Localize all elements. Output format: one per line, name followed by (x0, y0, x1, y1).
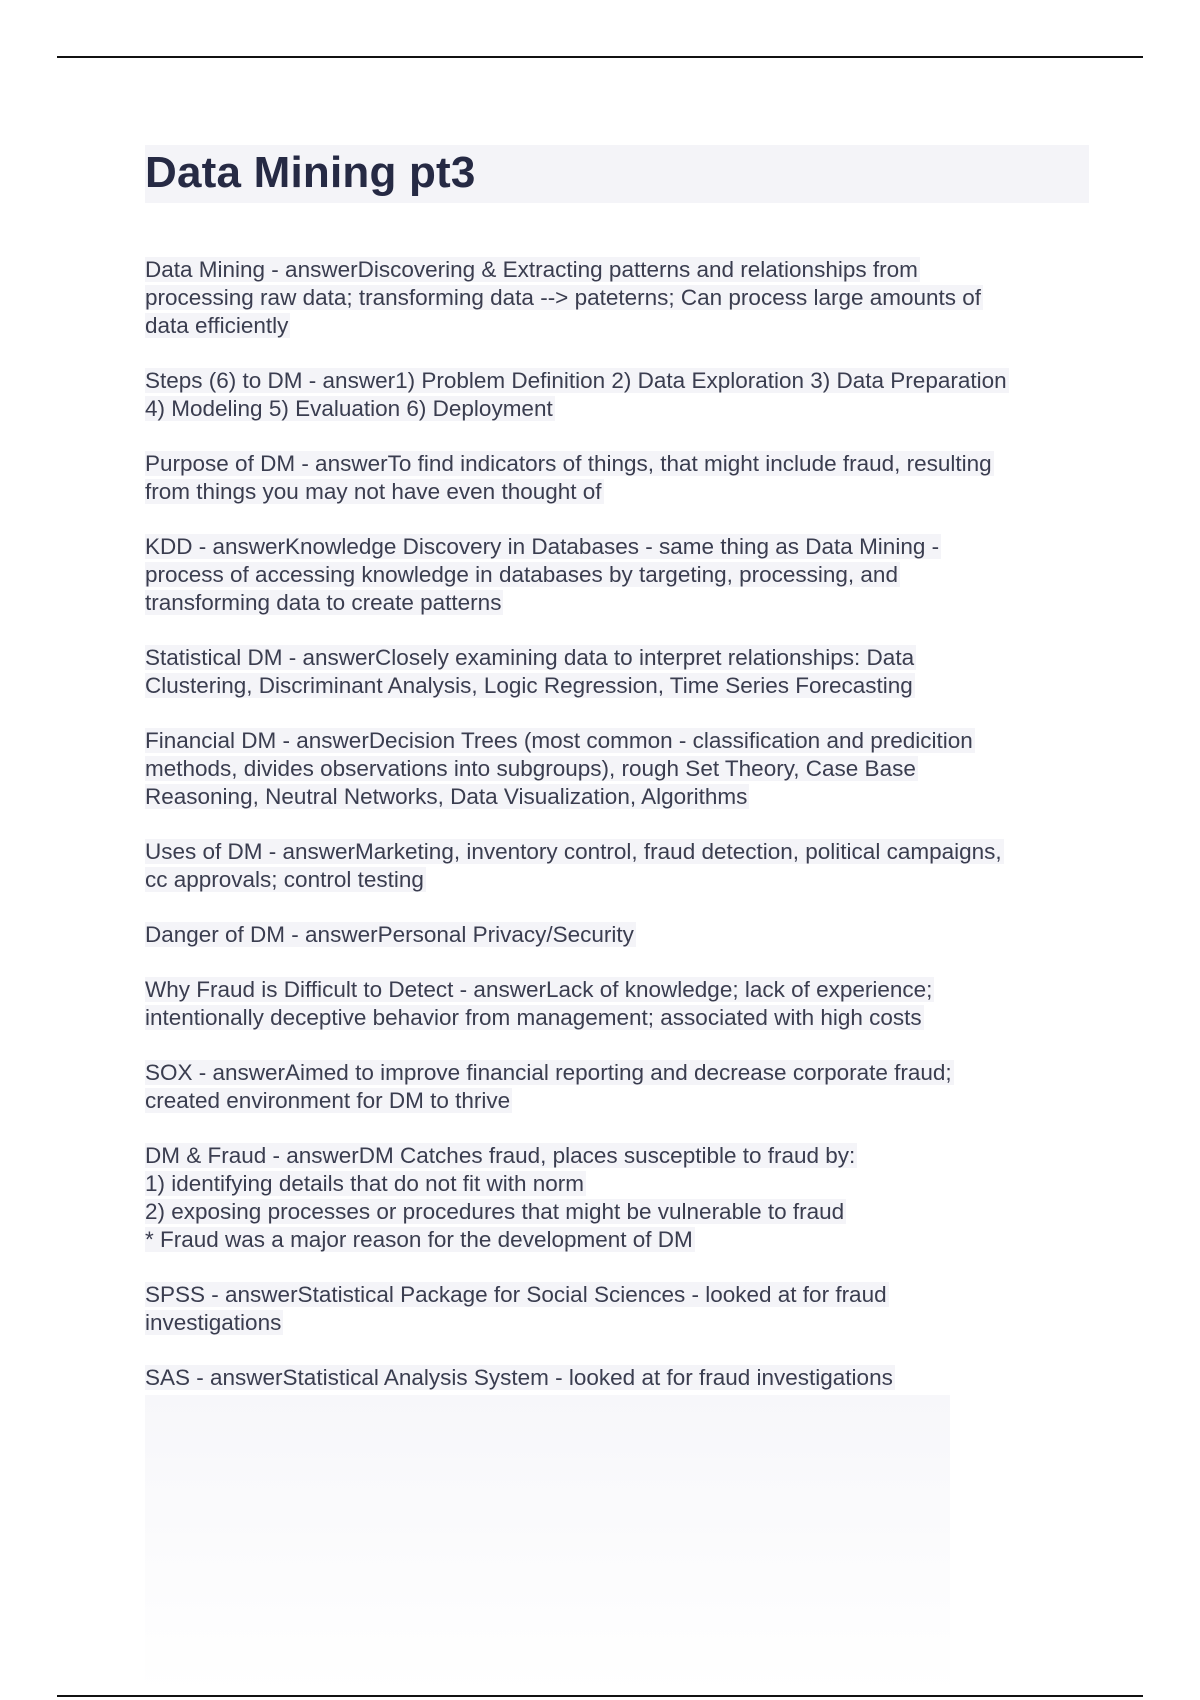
bottom-rule (57, 1695, 1143, 1697)
qa-entry-text: SPSS - answerStatistical Package for Social Sciences - looked at for fraud investigations (145, 1282, 887, 1335)
qa-entry (145, 367, 1089, 423)
qa-entry (145, 1059, 1089, 1115)
page-title: Data Mining pt3 (145, 148, 476, 197)
qa-entry-text: SOX - answerAimed to improve financial reporting and decrease corporate fraud; created environment for DM to thrive (145, 1060, 952, 1113)
qa-entry (145, 450, 1089, 506)
qa-entry-text: DM & Fraud - answerDM Catches fraud, places susceptible to fraud by: 1) identifying details that do not fit with norm 2) exposing processes or procedures that might be vulnerable to fraud * Fraud was a major reason for the development of DM (145, 1143, 856, 1252)
title-band (145, 145, 1089, 203)
background-fade (145, 1395, 950, 1695)
qa-entry (145, 727, 1089, 811)
qa-entry-text: Data Mining - answerDiscovering & Extracting patterns and relationships from processing raw data; transforming data --> pateterns; Can process large amounts of data efficiently (145, 257, 982, 338)
qa-entry (145, 976, 1089, 1032)
qa-entry (145, 838, 1089, 894)
qa-entry-text: Statistical DM - answerClosely examining data to interpret relationships: Data Clustering, Discriminant Analysis, Logic Regression, Time Series Forecasting (145, 645, 915, 698)
qa-entry (145, 644, 1089, 700)
qa-entry (145, 1364, 1089, 1392)
qa-entry-text: Uses of DM - answerMarketing, inventory control, fraud detection, political campaigns, cc approvals; control testing (145, 839, 1002, 892)
qa-entry (145, 921, 1089, 949)
qa-entry-text: Steps (6) to DM - answer1) Problem Definition 2) Data Exploration 3) Data Preparation 4) Modeling 5) Evaluation 6) Deployment (145, 368, 1007, 421)
qa-entry-text: KDD - answerKnowledge Discovery in Databases - same thing as Data Mining - process of accessing knowledge in databases by targeting, processing, and transforming data to create patterns (145, 534, 940, 615)
qa-entry (145, 1281, 1089, 1337)
qa-entry-text: Financial DM - answerDecision Trees (most common - classification and predicition methods, divides observations into subgroups), rough Set Theory, Case Base Reasoning, Neutral Networks, Data Visualization, Algorithms (145, 728, 973, 809)
qa-entry (145, 533, 1089, 617)
qa-entry-text: Why Fraud is Difficult to Detect - answerLack of knowledge; lack of experience; intentionally deceptive behavior from management; associated with high costs (145, 977, 933, 1030)
qa-entry-text: Purpose of DM - answerTo find indicators of things, that might include fraud, resulting from things you may not have even thought of (145, 451, 992, 504)
qa-entry (145, 1142, 1089, 1254)
qa-entry-text: SAS - answerStatistical Analysis System - looked at for fraud investigations (145, 1365, 893, 1390)
top-rule (57, 56, 1143, 58)
qa-entry (145, 256, 1089, 340)
qa-entry-text: Danger of DM - answerPersonal Privacy/Security (145, 922, 634, 947)
qa-list (145, 256, 1089, 1419)
